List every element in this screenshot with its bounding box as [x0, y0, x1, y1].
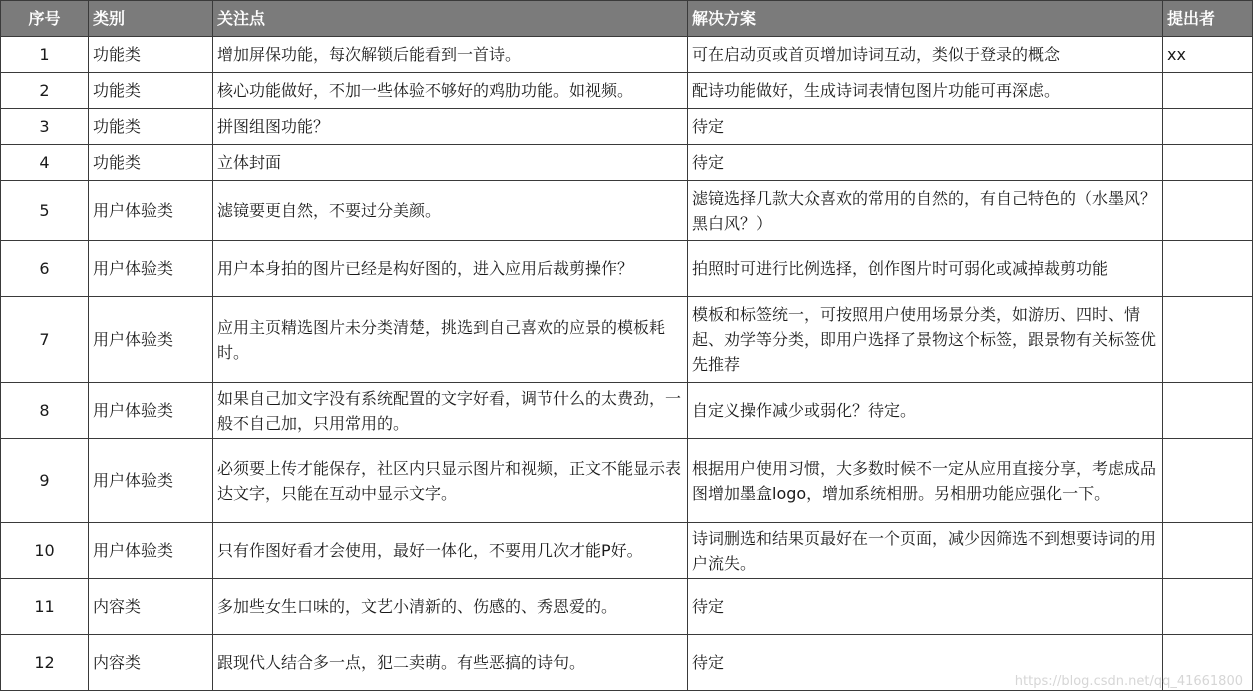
watermark-text: https://blog.csdn.net/qq_41661800: [1014, 674, 1243, 689]
cell-category: 功能类: [89, 109, 213, 145]
cell-no: 5: [1, 181, 89, 241]
cell-proposer: [1163, 383, 1253, 439]
cell-solution: 待定: [688, 145, 1163, 181]
header-no: 序号: [1, 1, 89, 37]
table-row: [1, 579, 1253, 635]
cell-no: 4: [1, 145, 89, 181]
cell-solution: 滤镜选择几款大众喜欢的常用的自然的，有自己特色的（水墨风？黑白风？）: [688, 181, 1163, 241]
table-row: [1, 439, 1253, 523]
cell-no: 3: [1, 109, 89, 145]
cell-concern: 如果自己加文字没有系统配置的文字好看，调节什么的太费劲，一般不自己加，只用常用的。: [213, 383, 688, 439]
table-row: [1, 383, 1253, 439]
cell-category: 用户体验类: [89, 383, 213, 439]
cell-no: 9: [1, 439, 89, 523]
cell-concern: 只有作图好看才会使用，最好一体化，不要用几次才能P好。: [213, 523, 688, 579]
table-row: [1, 241, 1253, 297]
cell-no: 12: [1, 635, 89, 691]
cell-solution: 待定: [688, 109, 1163, 145]
cell-category: 用户体验类: [89, 241, 213, 297]
cell-proposer: [1163, 145, 1253, 181]
header-row: [1, 1, 1253, 37]
cell-proposer: [1163, 181, 1253, 241]
cell-concern: 滤镜要更自然，不要过分美颜。: [213, 181, 688, 241]
cell-solution: 诗词删选和结果页最好在一个页面，减少因筛选不到想要诗词的用户流失。: [688, 523, 1163, 579]
header-solution: 解决方案: [688, 1, 1163, 37]
header-proposer: 提出者: [1163, 1, 1253, 37]
cell-solution: 可在启动页或首页增加诗词互动，类似于登录的概念: [688, 37, 1163, 73]
cell-no: 7: [1, 297, 89, 383]
cell-category: 用户体验类: [89, 297, 213, 383]
cell-concern: 核心功能做好，不加一些体验不够好的鸡肋功能。如视频。: [213, 73, 688, 109]
cell-proposer: xx: [1163, 37, 1253, 73]
cell-concern: 多加些女生口味的，文艺小清新的、伤感的、秀恩爱的。: [213, 579, 688, 635]
cell-no: 11: [1, 579, 89, 635]
cell-category: 用户体验类: [89, 439, 213, 523]
cell-proposer: [1163, 523, 1253, 579]
cell-concern: 用户本身拍的图片已经是构好图的，进入应用后裁剪操作？: [213, 241, 688, 297]
cell-concern: 应用主页精选图片未分类清楚，挑选到自己喜欢的应景的模板耗时。: [213, 297, 688, 383]
cell-no: 2: [1, 73, 89, 109]
cell-category: 内容类: [89, 579, 213, 635]
cell-category: 用户体验类: [89, 523, 213, 579]
cell-solution: 拍照时可进行比例选择，创作图片时可弱化或减掉裁剪功能: [688, 241, 1163, 297]
cell-solution: 待定: [688, 579, 1163, 635]
header-concern: 关注点: [213, 1, 688, 37]
cell-solution: 待定: [688, 635, 1163, 691]
table-row: [1, 181, 1253, 241]
cell-concern: 立体封面: [213, 145, 688, 181]
cell-no: 1: [1, 37, 89, 73]
cell-proposer: [1163, 579, 1253, 635]
table-row: [1, 145, 1253, 181]
table-row: [1, 73, 1253, 109]
cell-solution: 自定义操作减少或弱化？待定。: [688, 383, 1163, 439]
cell-concern: 拼图组图功能？: [213, 109, 688, 145]
table-row: [1, 297, 1253, 383]
cell-category: 功能类: [89, 145, 213, 181]
table-row: [1, 523, 1253, 579]
table-row: [1, 109, 1253, 145]
header-category: 类别: [89, 1, 213, 37]
cell-proposer: [1163, 439, 1253, 523]
cell-category: 功能类: [89, 37, 213, 73]
cell-category: 功能类: [89, 73, 213, 109]
table-row: [1, 37, 1253, 73]
cell-no: 8: [1, 383, 89, 439]
cell-solution: 模板和标签统一，可按照用户使用场景分类，如游历、四时、情起、劝学等分类，即用户选择了景物这个标签，跟景物有关标签优先推荐: [688, 297, 1163, 383]
cell-proposer: [1163, 297, 1253, 383]
cell-solution: 配诗功能做好，生成诗词表情包图片功能可再深虑。: [688, 73, 1163, 109]
cell-proposer: [1163, 241, 1253, 297]
cell-concern: 必须要上传才能保存，社区内只显示图片和视频，正文不能显示表达文字，只能在互动中显示文字。: [213, 439, 688, 523]
cell-no: 6: [1, 241, 89, 297]
cell-category: 内容类: [89, 635, 213, 691]
cell-concern: 增加屏保功能，每次解锁后能看到一首诗。: [213, 37, 688, 73]
cell-no: 10: [1, 523, 89, 579]
cell-concern: 跟现代人结合多一点，犯二卖萌。有些恶搞的诗句。: [213, 635, 688, 691]
cell-category: 用户体验类: [89, 181, 213, 241]
cell-solution: 根据用户使用习惯，大多数时候不一定从应用直接分享，考虑成品图增加墨盒logo，增加系统相册。另相册功能应强化一下。: [688, 439, 1163, 523]
cell-proposer: [1163, 73, 1253, 109]
cell-proposer: [1163, 109, 1253, 145]
